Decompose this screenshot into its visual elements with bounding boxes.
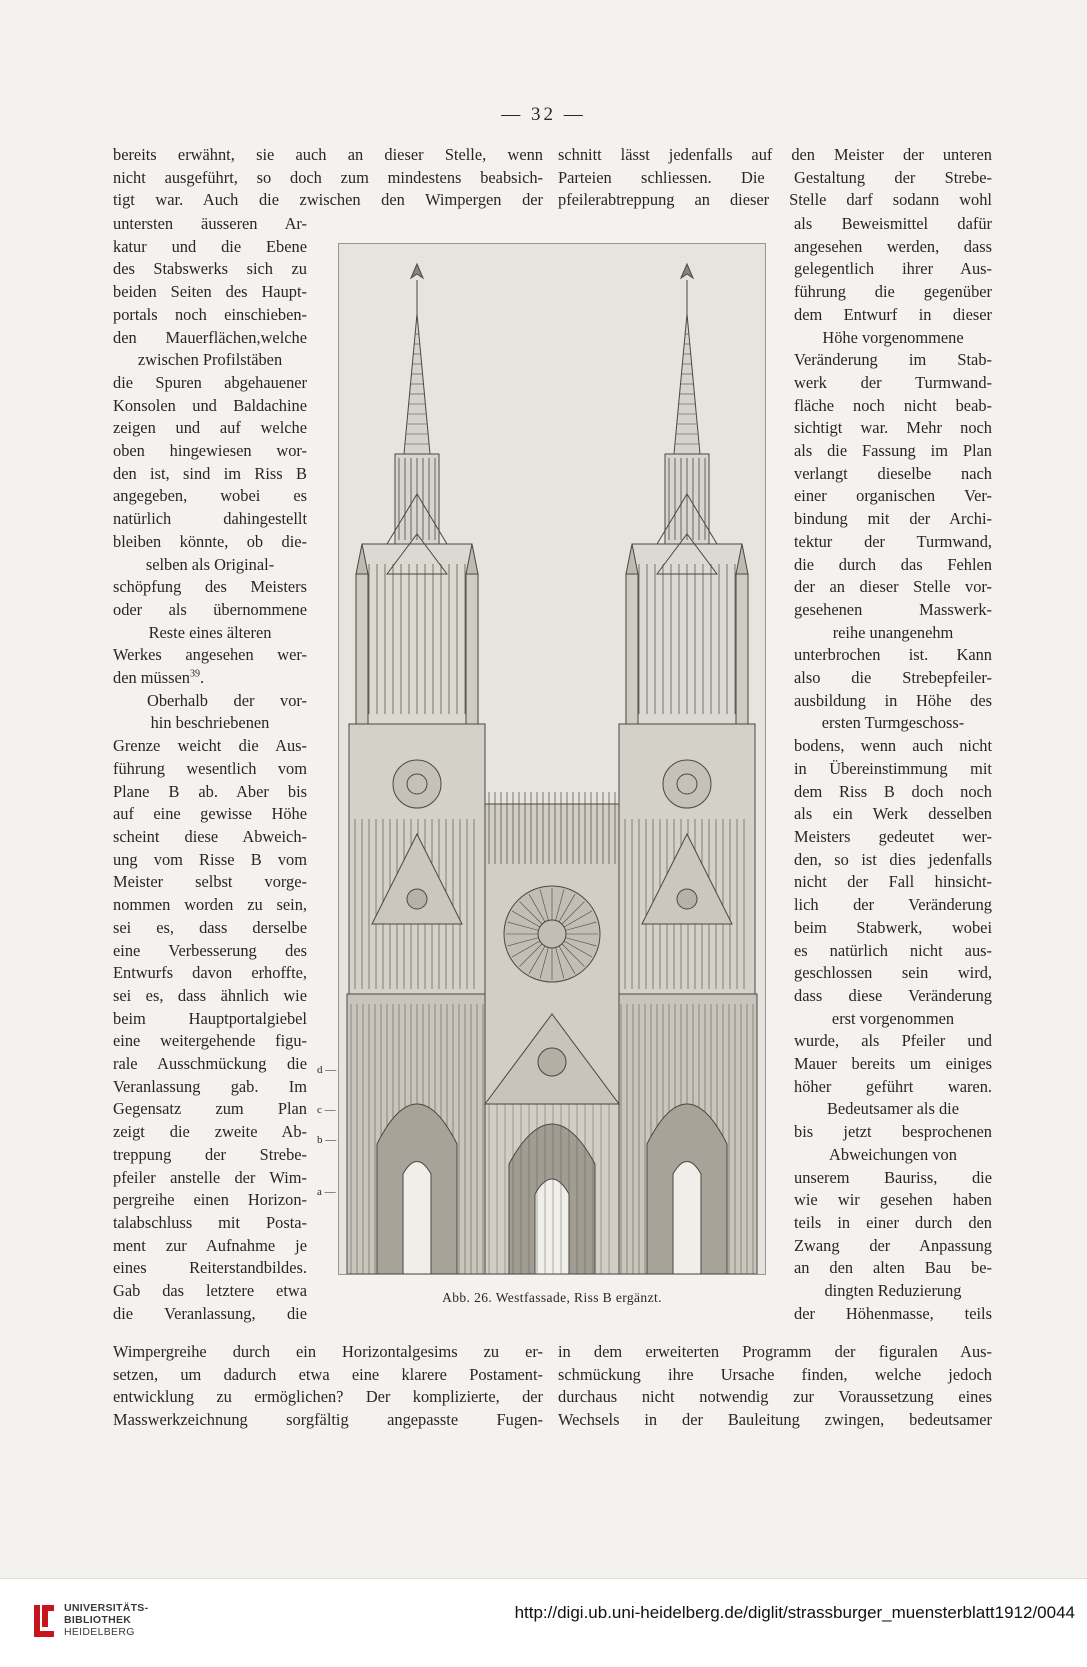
text-line: Plane B ab. Aber bis: [113, 781, 307, 801]
text-line: Grenze weicht die Aus-: [113, 736, 307, 756]
text-line: verlangt dieselbe nach: [794, 463, 992, 483]
text-line: unserem Bauriss, die: [794, 1167, 992, 1187]
text-column-left-top: [113, 144, 543, 212]
text-line: Abweichungen von: [829, 1144, 957, 1164]
text-line: bodens, wenn auch nicht: [794, 736, 992, 756]
text-line: durchaus nicht notwendig zur Voraussetzung eines: [558, 1387, 992, 1407]
text-line: in Übereinstimmung mit: [794, 758, 992, 778]
text-line: reihe unangenehm: [832, 622, 954, 642]
text-line: Masswerkzeichnung sorgfältig angepasste Fugen-: [113, 1410, 543, 1430]
text-line: als die Fassung im Plan: [794, 441, 992, 461]
text-line: erst vorgenommen: [831, 1008, 955, 1028]
text-line: sei es, dass ähnlich wie: [113, 985, 307, 1005]
text-line: talabschluss mit Posta-: [113, 1212, 307, 1232]
portal-door: [403, 1162, 431, 1275]
text-line: lich der Veränderung: [794, 895, 992, 915]
text-line: an den alten Bau be-: [794, 1258, 992, 1278]
text-line: zeigen und auf welche: [113, 418, 307, 438]
text-line: schmückung ihre Ursache finden, welche jedoch: [558, 1364, 992, 1384]
viewer-footer: [0, 1578, 1087, 1667]
logo-line: UNIVERSITÄTS-: [64, 1602, 149, 1614]
text-line: ausbildung in Höhe des: [794, 690, 992, 710]
text-line: Höhe vorgenommene: [822, 327, 964, 347]
footnote-ref[interactable]: 39: [189, 668, 200, 680]
text-line: beim Hauptportalgiebel: [113, 1008, 307, 1028]
text-line: dingten Reduzierung: [824, 1281, 962, 1301]
text-line: Gab das letztere etwa: [113, 1281, 307, 1301]
text-line: pfeilerabtreppung an dieser Stelle darf sodann wohl: [558, 190, 992, 210]
text-line: oben hingewiesen wor-: [113, 441, 307, 461]
text-line: teils in einer durch den: [794, 1212, 992, 1232]
text-line: pfeiler anstelle der Wim-: [113, 1167, 307, 1187]
text-line: Wechsels in der Bauleitung zwingen, bedeutsamer: [558, 1410, 992, 1430]
text-line: Zwang der Anpassung: [794, 1235, 992, 1255]
text-line: Wimpergreihe durch ein Horizontalgesims zu er-: [113, 1342, 543, 1361]
text-line: auf eine gewisse Höhe: [113, 804, 307, 824]
text-line: eine Verbesserung des: [113, 940, 307, 960]
drawing-stroke: [538, 1048, 566, 1076]
text-line: als ein Werk desselben: [794, 804, 992, 824]
height-marker-b: b —: [317, 1134, 337, 1146]
text-line: setzen, um dadurch etwa eine klarere Postament-: [113, 1364, 543, 1384]
portal-door: [673, 1162, 701, 1275]
right-tower-tracery-rose: [663, 760, 711, 808]
text-line: entwicklung zu ermöglichen? Der komplizierte, der: [113, 1387, 543, 1407]
text-column-right-top: [558, 144, 992, 212]
text-line: zeigt die zweite Ab-: [113, 1122, 307, 1142]
text-line: portals noch einschieben-: [113, 304, 307, 324]
text-line: es natürlich nicht aus-: [794, 940, 992, 960]
text-line: Mauer bereits um einiges: [794, 1054, 992, 1074]
text-line: höher geführt waren.: [794, 1076, 992, 1096]
text-line: tektur der Turmwand,: [794, 531, 992, 551]
text-line: fläche noch nicht beab-: [794, 395, 992, 415]
text-column-right-bottom: [558, 1341, 992, 1432]
text-line: einer organischen Ver-: [794, 486, 992, 506]
text-line: Veränderung im Stab-: [794, 350, 992, 370]
university-library-logo-icon: [30, 1603, 58, 1639]
text-line: den Mauerflächen,welche: [113, 327, 307, 347]
text-line: gesehenen Masswerk-: [794, 599, 992, 619]
text-line: Meister selbst vorge-: [113, 872, 307, 892]
text-line: die Spuren abgehauener: [113, 372, 307, 392]
source-url-link[interactable]: http://digi.ub.uni-heidelberg.de/diglit/strassburger_muensterblatt1912/0044: [514, 1603, 1075, 1622]
text-line: tigt war. Auch die zwischen den Wimpergen der: [113, 190, 543, 210]
text-line: werk der Turmwand-: [794, 372, 992, 392]
text-line: führung wesentlich vom: [113, 758, 307, 778]
drawing-stroke: [407, 889, 427, 909]
text-line: nicht ausgeführt, so doch zum mindestens beabsich-: [113, 167, 543, 187]
text-line: als Beweismittel dafür: [794, 214, 992, 233]
text-column-left-narrow: [113, 213, 307, 1325]
text-line: oder als übernommene: [113, 599, 307, 619]
text-line: dass diese Veränderung: [794, 985, 992, 1005]
text-line: Entwurfs davon erhoffte,: [113, 963, 307, 983]
text-line: bis jetzt besprochenen: [794, 1122, 992, 1142]
text-line: selben als Original-: [145, 554, 275, 574]
text-line: wie wir gesehen haben: [794, 1190, 992, 1210]
text-line: dem Riss B doch noch: [794, 781, 992, 801]
text-line: angesehen werden, dass: [794, 236, 992, 256]
text-line: Konsolen und Baldachine: [113, 395, 307, 415]
text-line: Parteien schliessen. Die Gestaltung der Strebe-: [558, 167, 992, 187]
text-line: nommen worden zu sein,: [113, 895, 307, 915]
text-line: bleiben könnte, ob die-: [113, 531, 307, 551]
text-line: natürlich dahingestellt: [113, 509, 307, 529]
pinnacle-pier: [626, 574, 638, 724]
text-line: führung die gegenüber: [794, 282, 992, 302]
text-line: nicht der Fall hinsicht-: [794, 872, 992, 892]
text-line: beim Stabwerk, wobei: [794, 917, 992, 937]
page-number: — 32 —: [501, 104, 586, 125]
text-line: bereits erwähnt, sie auch an dieser Stelle, wenn: [113, 145, 543, 164]
text-line: hin beschriebenen: [150, 713, 270, 733]
portal-door: [535, 1179, 569, 1274]
text-line: den ist, sind im Riss B: [113, 463, 307, 483]
text-line: untersten äusseren Ar-: [113, 214, 307, 233]
text-line: geschlossen sein wird,: [794, 963, 992, 983]
logo-line: HEIDELBERG: [64, 1626, 135, 1638]
text-line: des Stabswerks sich zu: [113, 259, 307, 279]
text-line: also die Strebepfeiler-: [794, 668, 992, 688]
text-line: schnitt lässt jedenfalls auf den Meister der unteren: [558, 145, 992, 164]
text-line: beiden Seiten des Haupt-: [113, 282, 307, 302]
text-line: ung vom Risse B vom: [113, 849, 307, 869]
text-line: der an dieser Stelle vor-: [794, 577, 992, 597]
text-column-left-bottom: [113, 1341, 543, 1432]
text-line: in dem erweiterten Programm der figuralen Aus-: [558, 1342, 992, 1361]
facade-drawing: [339, 244, 765, 1274]
text-line: Meisters gedeutet wer-: [794, 826, 992, 846]
text-line: ment zur Aufnahme je: [113, 1235, 307, 1255]
text-line: wurde, als Pfeiler und: [794, 1031, 992, 1051]
text-line: die Veranlassung, die: [113, 1303, 307, 1323]
text-line: den, so ist dies jedenfalls: [794, 849, 992, 869]
text-line: sei es, dass derselbe: [113, 917, 307, 937]
text-line: schöpfung des Meisters: [113, 577, 307, 597]
text-line: angegeben, wobei es: [113, 486, 307, 506]
pinnacle-pier: [736, 574, 748, 724]
text-line: Gegensatz zum Plan: [113, 1099, 307, 1119]
text-line: pergreihe einen Horizon-: [113, 1190, 307, 1210]
text-line: unterbrochen ist. Kann: [794, 645, 992, 665]
text-line: treppung der Strebe-: [113, 1144, 307, 1164]
text-line: Bedeutsamer als die: [827, 1099, 959, 1119]
text-line: der Höhenmasse, teils: [794, 1303, 992, 1323]
logo-line: BIBLIOTHEK: [64, 1614, 132, 1626]
height-marker-d: d —: [317, 1064, 337, 1076]
text-line: den müssen$^{39}$.: [113, 668, 205, 688]
text-line: eine weitergehende figu-: [113, 1031, 307, 1051]
text-line: gelegentlich ihrer Aus-: [794, 259, 992, 279]
text-line: sichtigt war. Mehr noch: [794, 418, 992, 438]
text-line: bindung mit der Archi-: [794, 509, 992, 529]
text-line: eines Reiterstandbildes.: [113, 1258, 307, 1278]
text-column-right-narrow: [794, 213, 992, 1325]
text-line: Veranlassung gab. Im: [113, 1076, 307, 1096]
height-marker-c: c —: [317, 1104, 336, 1116]
text-line: scheint diese Abweich-: [113, 826, 307, 846]
text-line: zwischen Profilstäben: [137, 350, 283, 370]
left-tower-tracery-rose: [393, 760, 441, 808]
text-line: katur und die Ebene: [113, 236, 307, 256]
library-name: [64, 1602, 148, 1638]
text-line: rale Ausschmückung die: [113, 1054, 307, 1074]
drawing-stroke: [677, 889, 697, 909]
figure-caption: Abb. 26. Westfassade, Riss B ergänzt.: [442, 1290, 662, 1305]
text-line: die durch das Fehlen: [794, 554, 992, 574]
text-line: ersten Turmgeschoss-: [821, 713, 965, 733]
cathedral-facade-figure: [338, 243, 766, 1275]
pinnacle-pier: [466, 574, 478, 724]
text-line: Oberhalb der vor-: [147, 690, 307, 710]
text-line: Werkes angesehen wer-: [113, 645, 307, 665]
text-line: Reste eines älteren: [148, 622, 272, 642]
text-line: dem Entwurf in dieser: [794, 304, 992, 324]
height-marker-a: a —: [317, 1186, 336, 1198]
pinnacle-pier: [356, 574, 368, 724]
